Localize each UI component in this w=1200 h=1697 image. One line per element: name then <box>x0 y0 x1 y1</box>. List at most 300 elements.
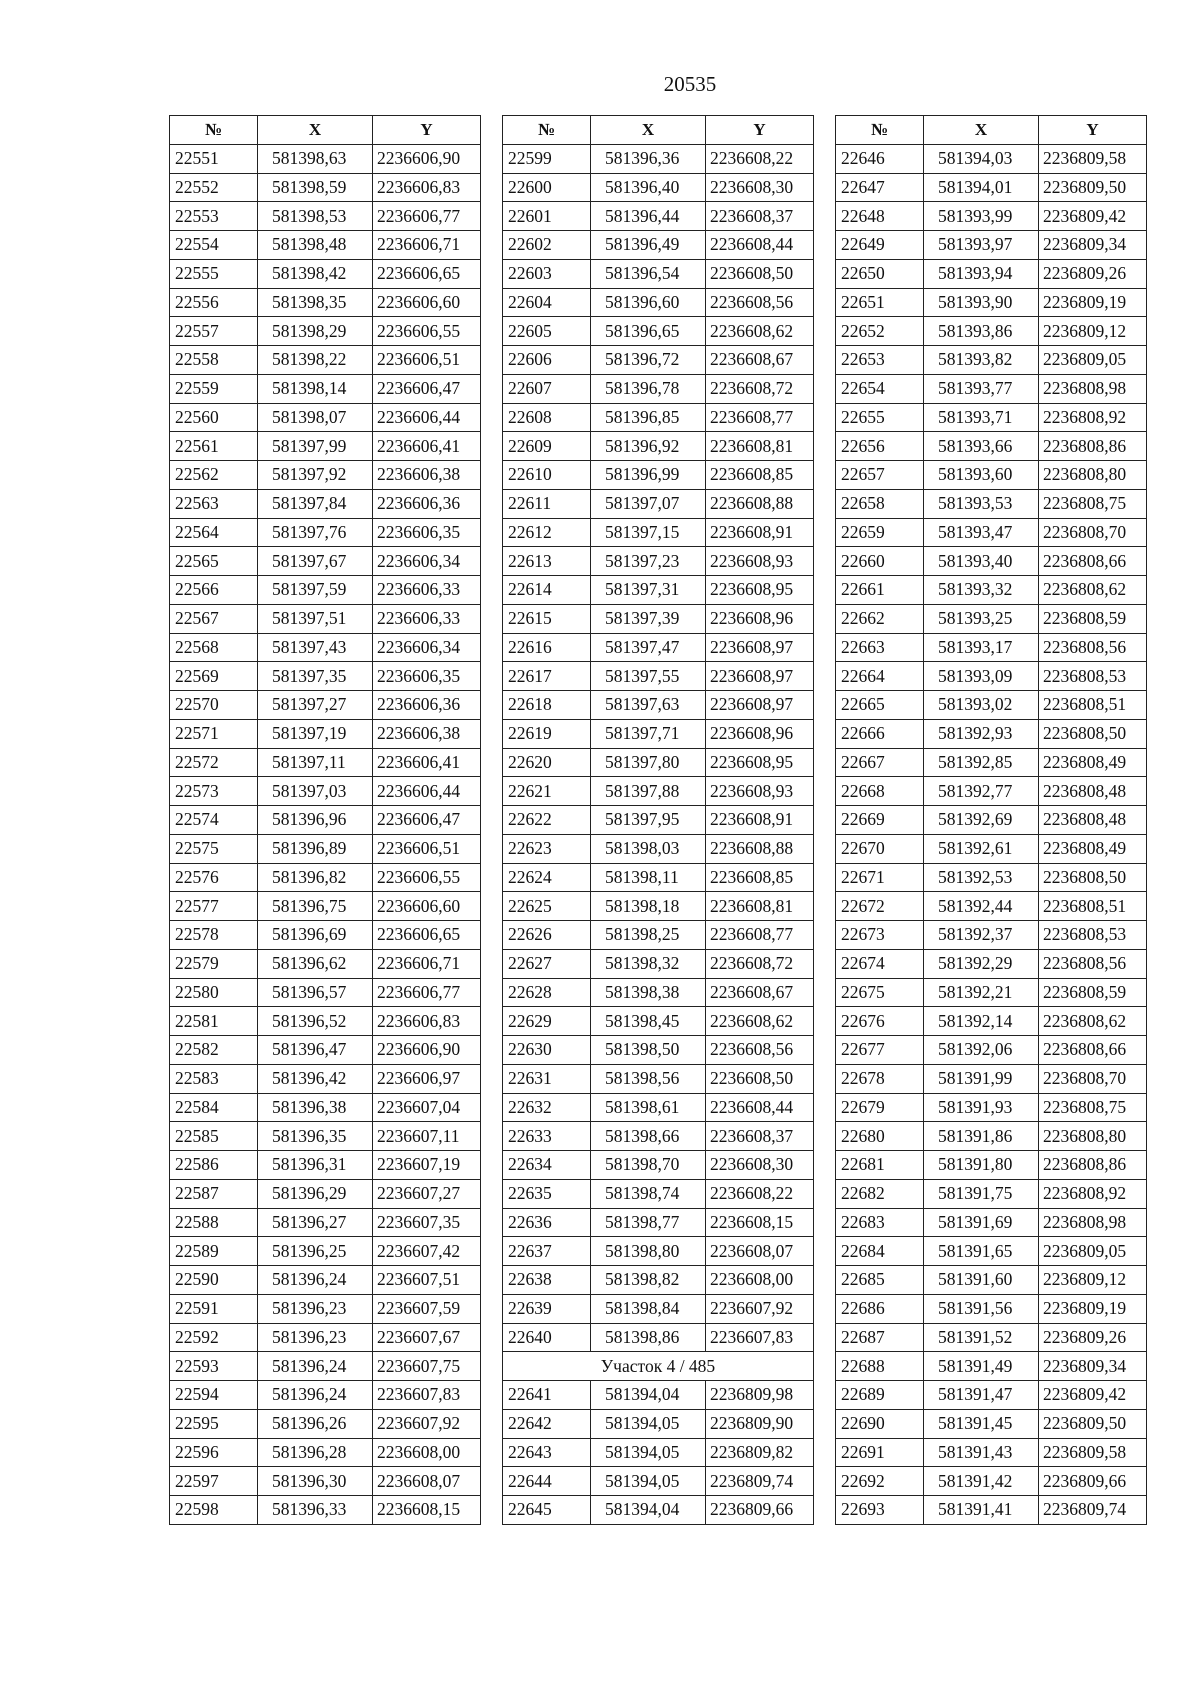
point-number-cell: 22663 <box>836 633 924 662</box>
table-row <box>170 863 481 892</box>
x-coordinate-cell: 581398,38 <box>591 978 706 1007</box>
x-coordinate-cell: 581397,19 <box>258 719 373 748</box>
x-coordinate-cell: 581393,47 <box>924 518 1039 547</box>
point-number-cell: 22644 <box>503 1467 591 1496</box>
table-row <box>503 1294 814 1323</box>
point-number-cell: 22621 <box>503 777 591 806</box>
table-row <box>503 547 814 576</box>
table-row <box>170 1064 481 1093</box>
y-coordinate-cell: 2236808,56 <box>1039 949 1147 978</box>
point-number-cell: 22673 <box>836 921 924 950</box>
table-row <box>170 317 481 346</box>
x-coordinate-cell: 581396,31 <box>258 1151 373 1180</box>
table-row <box>503 978 814 1007</box>
x-coordinate-cell: 581398,42 <box>258 259 373 288</box>
point-number-cell: 22579 <box>170 949 258 978</box>
table-row <box>836 1323 1147 1352</box>
table-row <box>503 834 814 863</box>
point-number-cell: 22553 <box>170 202 258 231</box>
x-coordinate-cell: 581396,38 <box>258 1093 373 1122</box>
table-row <box>503 719 814 748</box>
x-coordinate-cell: 581393,82 <box>924 346 1039 375</box>
point-number-cell: 22668 <box>836 777 924 806</box>
x-coordinate-cell: 581396,23 <box>258 1323 373 1352</box>
point-number-cell: 22693 <box>836 1496 924 1525</box>
table-row <box>503 863 814 892</box>
table-row <box>836 1237 1147 1266</box>
table-row <box>836 1036 1147 1065</box>
y-coordinate-cell: 2236809,50 <box>1039 1409 1147 1438</box>
y-coordinate-cell: 2236607,92 <box>373 1409 481 1438</box>
x-coordinate-cell: 581396,72 <box>591 346 706 375</box>
y-coordinate-cell: 2236809,05 <box>1039 1237 1147 1266</box>
y-coordinate-cell: 2236607,35 <box>373 1208 481 1237</box>
y-coordinate-cell: 2236808,75 <box>1039 489 1147 518</box>
y-coordinate-cell: 2236606,33 <box>373 604 481 633</box>
table-row <box>836 1467 1147 1496</box>
point-number-cell: 22633 <box>503 1122 591 1151</box>
point-number-cell: 22556 <box>170 288 258 317</box>
x-coordinate-cell: 581397,35 <box>258 662 373 691</box>
point-number-cell: 22581 <box>170 1007 258 1036</box>
y-coordinate-cell: 2236606,71 <box>373 231 481 260</box>
x-coordinate-cell: 581391,56 <box>924 1294 1039 1323</box>
table-row <box>503 1007 814 1036</box>
x-coordinate-cell: 581397,03 <box>258 777 373 806</box>
x-coordinate-cell: 581397,31 <box>591 576 706 605</box>
y-coordinate-cell: 2236608,91 <box>706 806 814 835</box>
table-row <box>503 288 814 317</box>
y-coordinate-cell: 2236808,92 <box>1039 1179 1147 1208</box>
x-coordinate-cell: 581393,86 <box>924 317 1039 346</box>
table-row <box>170 1496 481 1525</box>
y-coordinate-cell: 2236808,50 <box>1039 719 1147 748</box>
point-number-cell: 22660 <box>836 547 924 576</box>
x-coordinate-cell: 581393,53 <box>924 489 1039 518</box>
y-coordinate-cell: 2236809,82 <box>706 1438 814 1467</box>
y-coordinate-cell: 2236808,70 <box>1039 1064 1147 1093</box>
x-coordinate-cell: 581398,84 <box>591 1294 706 1323</box>
x-coordinate-cell: 581396,82 <box>258 863 373 892</box>
table-row <box>170 1122 481 1151</box>
table-row <box>170 1294 481 1323</box>
table-row <box>503 806 814 835</box>
table-row <box>836 748 1147 777</box>
table-row <box>170 662 481 691</box>
x-coordinate-cell: 581398,53 <box>258 202 373 231</box>
point-number-cell: 22592 <box>170 1323 258 1352</box>
y-coordinate-cell: 2236809,74 <box>1039 1496 1147 1525</box>
point-number-cell: 22615 <box>503 604 591 633</box>
x-coordinate-cell: 581394,05 <box>591 1467 706 1496</box>
x-coordinate-cell: 581398,48 <box>258 231 373 260</box>
y-coordinate-cell: 2236607,11 <box>373 1122 481 1151</box>
coordinates-table-2 <box>502 115 814 1525</box>
header-number: № <box>836 116 924 145</box>
point-number-cell: 22619 <box>503 719 591 748</box>
point-number-cell: 22613 <box>503 547 591 576</box>
table-row <box>170 231 481 260</box>
y-coordinate-cell: 2236608,56 <box>706 288 814 317</box>
table-row <box>170 777 481 806</box>
y-coordinate-cell: 2236608,50 <box>706 1064 814 1093</box>
x-coordinate-cell: 581398,32 <box>591 949 706 978</box>
y-coordinate-cell: 2236606,90 <box>373 144 481 173</box>
table-row <box>836 518 1147 547</box>
table-row <box>170 144 481 173</box>
point-number-cell: 22664 <box>836 662 924 691</box>
header-x: X <box>924 116 1039 145</box>
point-number-cell: 22650 <box>836 259 924 288</box>
point-number-cell: 22609 <box>503 432 591 461</box>
point-number-cell: 22623 <box>503 834 591 863</box>
x-coordinate-cell: 581396,26 <box>258 1409 373 1438</box>
y-coordinate-cell: 2236808,70 <box>1039 518 1147 547</box>
y-coordinate-cell: 2236606,71 <box>373 949 481 978</box>
x-coordinate-cell: 581391,52 <box>924 1323 1039 1352</box>
y-coordinate-cell: 2236608,77 <box>706 921 814 950</box>
y-coordinate-cell: 2236808,86 <box>1039 432 1147 461</box>
y-coordinate-cell: 2236608,85 <box>706 461 814 490</box>
point-number-cell: 22594 <box>170 1381 258 1410</box>
y-coordinate-cell: 2236606,83 <box>373 173 481 202</box>
point-number-cell: 22582 <box>170 1036 258 1065</box>
x-coordinate-cell: 581396,75 <box>258 892 373 921</box>
point-number-cell: 22675 <box>836 978 924 1007</box>
point-number-cell: 22614 <box>503 576 591 605</box>
section-label: Участок 4 / 485 <box>503 1352 814 1381</box>
x-coordinate-cell: 581393,71 <box>924 403 1039 432</box>
table-row <box>836 317 1147 346</box>
table-row <box>836 346 1147 375</box>
y-coordinate-cell: 2236608,91 <box>706 518 814 547</box>
x-coordinate-cell: 581392,44 <box>924 892 1039 921</box>
table-row <box>503 1409 814 1438</box>
point-number-cell: 22605 <box>503 317 591 346</box>
y-coordinate-cell: 2236809,26 <box>1039 1323 1147 1352</box>
table-row <box>170 374 481 403</box>
point-number-cell: 22682 <box>836 1179 924 1208</box>
table-row <box>503 777 814 806</box>
point-number-cell: 22612 <box>503 518 591 547</box>
y-coordinate-cell: 2236608,67 <box>706 978 814 1007</box>
y-coordinate-cell: 2236608,56 <box>706 1036 814 1065</box>
table-row <box>836 1208 1147 1237</box>
x-coordinate-cell: 581396,85 <box>591 403 706 432</box>
x-coordinate-cell: 581397,63 <box>591 691 706 720</box>
table-row <box>503 1266 814 1295</box>
y-coordinate-cell: 2236606,36 <box>373 691 481 720</box>
y-coordinate-cell: 2236608,44 <box>706 231 814 260</box>
table-row <box>503 1064 814 1093</box>
y-coordinate-cell: 2236608,62 <box>706 317 814 346</box>
point-number-cell: 22562 <box>170 461 258 490</box>
point-number-cell: 22686 <box>836 1294 924 1323</box>
table-row <box>170 432 481 461</box>
x-coordinate-cell: 581393,94 <box>924 259 1039 288</box>
header-y: Y <box>373 116 481 145</box>
x-coordinate-cell: 581391,80 <box>924 1151 1039 1180</box>
point-number-cell: 22680 <box>836 1122 924 1151</box>
table-row <box>503 1093 814 1122</box>
y-coordinate-cell: 2236607,75 <box>373 1352 481 1381</box>
x-coordinate-cell: 581396,24 <box>258 1352 373 1381</box>
x-coordinate-cell: 581393,25 <box>924 604 1039 633</box>
table-row <box>170 748 481 777</box>
x-coordinate-cell: 581397,43 <box>258 633 373 662</box>
point-number-cell: 22683 <box>836 1208 924 1237</box>
y-coordinate-cell: 2236808,66 <box>1039 547 1147 576</box>
y-coordinate-cell: 2236608,88 <box>706 834 814 863</box>
table-row <box>170 288 481 317</box>
y-coordinate-cell: 2236607,04 <box>373 1093 481 1122</box>
point-number-cell: 22555 <box>170 259 258 288</box>
point-number-cell: 22659 <box>836 518 924 547</box>
table-row <box>836 863 1147 892</box>
table-row <box>503 144 814 173</box>
x-coordinate-cell: 581393,77 <box>924 374 1039 403</box>
table-row <box>170 173 481 202</box>
table-row <box>836 374 1147 403</box>
point-number-cell: 22662 <box>836 604 924 633</box>
point-number-cell: 22678 <box>836 1064 924 1093</box>
table-row <box>170 403 481 432</box>
y-coordinate-cell: 2236607,42 <box>373 1237 481 1266</box>
point-number-cell: 22572 <box>170 748 258 777</box>
x-coordinate-cell: 581397,84 <box>258 489 373 518</box>
point-number-cell: 22679 <box>836 1093 924 1122</box>
point-number-cell: 22558 <box>170 346 258 375</box>
y-coordinate-cell: 2236808,98 <box>1039 374 1147 403</box>
table-row <box>836 719 1147 748</box>
table-row <box>170 1352 481 1381</box>
point-number-cell: 22691 <box>836 1438 924 1467</box>
y-coordinate-cell: 2236808,51 <box>1039 691 1147 720</box>
x-coordinate-cell: 581391,86 <box>924 1122 1039 1151</box>
point-number-cell: 22580 <box>170 978 258 1007</box>
x-coordinate-cell: 581398,66 <box>591 1122 706 1151</box>
table-row <box>503 518 814 547</box>
y-coordinate-cell: 2236809,42 <box>1039 1381 1147 1410</box>
x-coordinate-cell: 581396,60 <box>591 288 706 317</box>
table-row <box>503 1496 814 1525</box>
table-row <box>836 1381 1147 1410</box>
point-number-cell: 22665 <box>836 691 924 720</box>
y-coordinate-cell: 2236608,30 <box>706 1151 814 1180</box>
point-number-cell: 22584 <box>170 1093 258 1122</box>
table-row <box>503 1179 814 1208</box>
y-coordinate-cell: 2236808,62 <box>1039 576 1147 605</box>
point-number-cell: 22637 <box>503 1237 591 1266</box>
table-row <box>503 691 814 720</box>
y-coordinate-cell: 2236606,51 <box>373 346 481 375</box>
x-coordinate-cell: 581398,14 <box>258 374 373 403</box>
point-number-cell: 22641 <box>503 1381 591 1410</box>
header-y: Y <box>1039 116 1147 145</box>
y-coordinate-cell: 2236607,83 <box>373 1381 481 1410</box>
y-coordinate-cell: 2236808,59 <box>1039 604 1147 633</box>
x-coordinate-cell: 581396,28 <box>258 1438 373 1467</box>
point-number-cell: 22600 <box>503 173 591 202</box>
table-row <box>836 777 1147 806</box>
y-coordinate-cell: 2236809,26 <box>1039 259 1147 288</box>
point-number-cell: 22685 <box>836 1266 924 1295</box>
point-number-cell: 22620 <box>503 748 591 777</box>
table-row <box>836 202 1147 231</box>
y-coordinate-cell: 2236809,12 <box>1039 317 1147 346</box>
table-row <box>836 144 1147 173</box>
point-number-cell: 22585 <box>170 1122 258 1151</box>
table-row <box>836 921 1147 950</box>
point-number-cell: 22651 <box>836 288 924 317</box>
point-number-cell: 22554 <box>170 231 258 260</box>
point-number-cell: 22599 <box>503 144 591 173</box>
table-row <box>170 949 481 978</box>
y-coordinate-cell: 2236808,53 <box>1039 662 1147 691</box>
table-row <box>503 604 814 633</box>
y-coordinate-cell: 2236607,67 <box>373 1323 481 1352</box>
x-coordinate-cell: 581396,40 <box>591 173 706 202</box>
table-row <box>503 374 814 403</box>
x-coordinate-cell: 581396,92 <box>591 432 706 461</box>
x-coordinate-cell: 581392,37 <box>924 921 1039 950</box>
y-coordinate-cell: 2236606,44 <box>373 777 481 806</box>
x-coordinate-cell: 581396,47 <box>258 1036 373 1065</box>
point-number-cell: 22576 <box>170 863 258 892</box>
x-coordinate-cell: 581398,29 <box>258 317 373 346</box>
point-number-cell: 22578 <box>170 921 258 950</box>
point-number-cell: 22586 <box>170 1151 258 1180</box>
x-coordinate-cell: 581398,63 <box>258 144 373 173</box>
y-coordinate-cell: 2236606,55 <box>373 863 481 892</box>
table-row <box>836 892 1147 921</box>
x-coordinate-cell: 581397,51 <box>258 604 373 633</box>
y-coordinate-cell: 2236606,65 <box>373 259 481 288</box>
x-coordinate-cell: 581392,53 <box>924 863 1039 892</box>
point-number-cell: 22655 <box>836 403 924 432</box>
y-coordinate-cell: 2236809,34 <box>1039 231 1147 260</box>
x-coordinate-cell: 581398,18 <box>591 892 706 921</box>
y-coordinate-cell: 2236607,51 <box>373 1266 481 1295</box>
header-y: Y <box>706 116 814 145</box>
table-row <box>503 461 814 490</box>
point-number-cell: 22597 <box>170 1467 258 1496</box>
y-coordinate-cell: 2236606,83 <box>373 1007 481 1036</box>
x-coordinate-cell: 581391,99 <box>924 1064 1039 1093</box>
x-coordinate-cell: 581393,02 <box>924 691 1039 720</box>
point-number-cell: 22573 <box>170 777 258 806</box>
table-row <box>836 662 1147 691</box>
y-coordinate-cell: 2236808,48 <box>1039 806 1147 835</box>
table-row <box>170 1438 481 1467</box>
point-number-cell: 22567 <box>170 604 258 633</box>
table-row <box>170 346 481 375</box>
table-row <box>503 576 814 605</box>
point-number-cell: 22684 <box>836 1237 924 1266</box>
table-row <box>836 288 1147 317</box>
x-coordinate-cell: 581398,22 <box>258 346 373 375</box>
table-row <box>503 489 814 518</box>
y-coordinate-cell: 2236608,07 <box>373 1467 481 1496</box>
y-coordinate-cell: 2236809,42 <box>1039 202 1147 231</box>
point-number-cell: 22610 <box>503 461 591 490</box>
x-coordinate-cell: 581391,43 <box>924 1438 1039 1467</box>
x-coordinate-cell: 581396,33 <box>258 1496 373 1525</box>
x-coordinate-cell: 581391,49 <box>924 1352 1039 1381</box>
y-coordinate-cell: 2236608,50 <box>706 259 814 288</box>
table-row <box>836 691 1147 720</box>
point-number-cell: 22606 <box>503 346 591 375</box>
x-coordinate-cell: 581398,07 <box>258 403 373 432</box>
y-coordinate-cell: 2236606,34 <box>373 633 481 662</box>
x-coordinate-cell: 581391,45 <box>924 1409 1039 1438</box>
section-row <box>503 1352 814 1381</box>
y-coordinate-cell: 2236809,66 <box>1039 1467 1147 1496</box>
table-row <box>503 1237 814 1266</box>
y-coordinate-cell: 2236808,80 <box>1039 461 1147 490</box>
point-number-cell: 22604 <box>503 288 591 317</box>
table-row <box>170 1237 481 1266</box>
y-coordinate-cell: 2236607,92 <box>706 1294 814 1323</box>
point-number-cell: 22566 <box>170 576 258 605</box>
x-coordinate-cell: 581394,04 <box>591 1381 706 1410</box>
coordinates-table-3 <box>835 115 1147 1525</box>
y-coordinate-cell: 2236606,41 <box>373 432 481 461</box>
table-row <box>170 576 481 605</box>
x-coordinate-cell: 581392,85 <box>924 748 1039 777</box>
y-coordinate-cell: 2236809,12 <box>1039 1266 1147 1295</box>
point-number-cell: 22603 <box>503 259 591 288</box>
y-coordinate-cell: 2236809,05 <box>1039 346 1147 375</box>
y-coordinate-cell: 2236606,60 <box>373 288 481 317</box>
x-coordinate-cell: 581398,61 <box>591 1093 706 1122</box>
y-coordinate-cell: 2236606,47 <box>373 374 481 403</box>
x-coordinate-cell: 581392,14 <box>924 1007 1039 1036</box>
point-number-cell: 22557 <box>170 317 258 346</box>
coordinates-table-1 <box>169 115 481 1525</box>
x-coordinate-cell: 581392,06 <box>924 1036 1039 1065</box>
table-row <box>170 633 481 662</box>
x-coordinate-cell: 581393,17 <box>924 633 1039 662</box>
y-coordinate-cell: 2236606,44 <box>373 403 481 432</box>
point-number-cell: 22632 <box>503 1093 591 1122</box>
table-row <box>503 921 814 950</box>
x-coordinate-cell: 581397,27 <box>258 691 373 720</box>
table-row <box>170 1036 481 1065</box>
y-coordinate-cell: 2236808,56 <box>1039 633 1147 662</box>
y-coordinate-cell: 2236808,98 <box>1039 1208 1147 1237</box>
table-row <box>170 1208 481 1237</box>
x-coordinate-cell: 581394,05 <box>591 1438 706 1467</box>
table-row <box>836 432 1147 461</box>
y-coordinate-cell: 2236608,96 <box>706 719 814 748</box>
point-number-cell: 22669 <box>836 806 924 835</box>
x-coordinate-cell: 581397,80 <box>591 748 706 777</box>
y-coordinate-cell: 2236606,77 <box>373 202 481 231</box>
point-number-cell: 22627 <box>503 949 591 978</box>
x-coordinate-cell: 581397,95 <box>591 806 706 835</box>
table-header-row <box>170 116 481 145</box>
table-row <box>170 1381 481 1410</box>
table-row <box>170 806 481 835</box>
y-coordinate-cell: 2236809,50 <box>1039 173 1147 202</box>
y-coordinate-cell: 2236808,49 <box>1039 748 1147 777</box>
point-number-cell: 22587 <box>170 1179 258 1208</box>
point-number-cell: 22689 <box>836 1381 924 1410</box>
y-coordinate-cell: 2236606,33 <box>373 576 481 605</box>
point-number-cell: 22677 <box>836 1036 924 1065</box>
table-header-row <box>503 116 814 145</box>
